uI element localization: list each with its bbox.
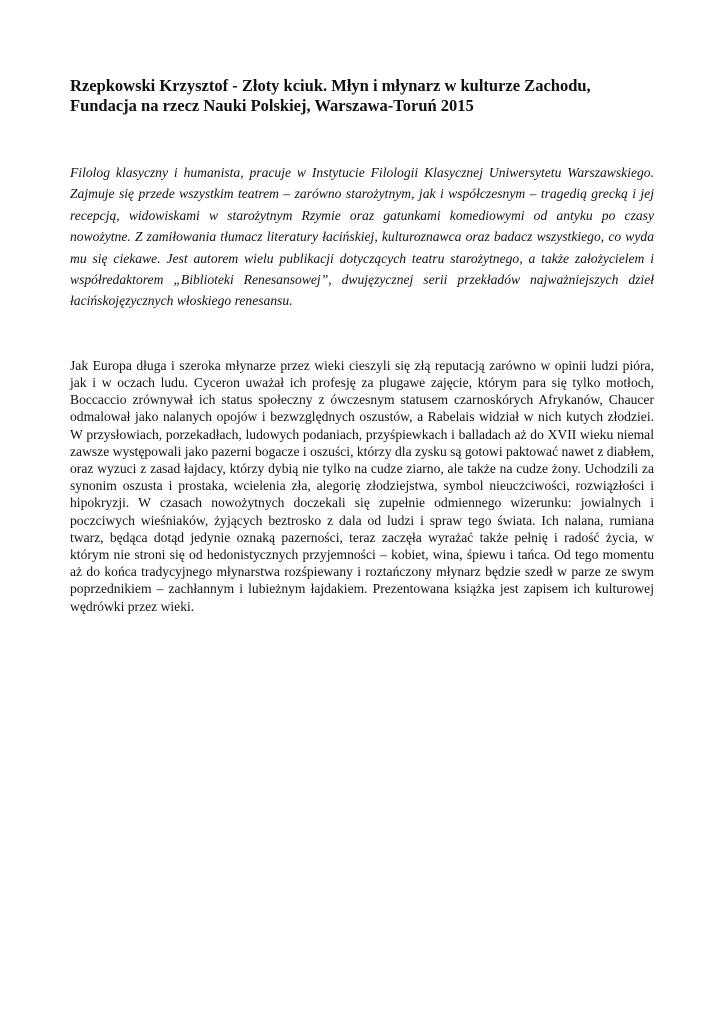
title-line-2: Fundacja na rzecz Nauki Polskiej, Warszawa-Toruń 2015 xyxy=(70,96,474,115)
title-line-1: Rzepkowski Krzysztof - Złoty kciuk. Młyn i młynarz w kulturze Zachodu, xyxy=(70,76,591,95)
book-description-paragraph: Jak Europa długa i szeroka młynarze przez wieki cieszyli się złą reputacją zarówno w opinii ludzi pióra, jak i w oczach ludu. Cyceron uważał ich profesję za plugawe zajęcie, którym para się tylko motłoch, Boccaccio zrównywał ich status społeczny z ówczesnym statusem czarnoskórych Afrykanów, Chaucer odmalował jako nalanych opojów i bezwzględnych oszustów, a Rabelais widział w nich kutych złodziei. W przysłowiach, porzekadłach, ludowych podaniach, przyśpiewkach i balladach aż do XVII wieku niemal zawsze występowali jako pazerni bogacze i oszuści, którzy dla zysku są gotowi paktować nawet z diabłem, oraz wyzuci z zasad łajdacy, którzy dybią nie tylko na cudze ziarno, ale także na cudze żony. Uchodzili za synonim oszusta i prostaka, wcielenia zła, alegorię złodziejstwa, symbol nieuczciwości, rozwiązłości i hipokryzji. W czasach nowożytnych doczekali się zupełnie odmiennego wizerunku: jowialnych i poczciwych wieśniaków, żyjących beztrosko z dala od ludzi i spraw tego świata. Ich nalana, rumiana twarz, będąca dotąd jedynie oznaką pazerności, teraz zaczęła wyrażać także pełnię i radość życia, w którym nie stroni się od hedonistycznych przyjemności – kobiet, wina, śpiewu i tańca. Od tego momentu aż do końca tradycyjnego młynarstwa rozśpiewany i roztańczony młynarz będzie szedł w parze ze swym poprzednikiem – zachłannym i lubieżnym łajdakiem. Prezentowana książka jest zapisem ich kulturowej wędrówki przez wieki. xyxy=(70,357,654,614)
document-page xyxy=(70,76,654,615)
document-title xyxy=(70,76,654,116)
author-bio-paragraph: Filolog klasyczny i humanista, pracuje w Instytucie Filologii Klasycznej Uniwersytetu Warszawskiego. Zajmuje się przede wszystkim teatrem – zarówno starożytnym, jak i współczesnym – tragedią grecką i jej recepcją, widowiskami w starożytnym Rzymie oraz gatunkami komediowymi od antyku po czasy nowożytne. Z zamiłowania tłumacz literatury łacińskiej, kulturoznawca oraz badacz wszystkiego, co wyda mu się ciekawe. Jest autorem wielu publikacji dotyczących teatru starożytnego, a także założycielem i współredaktorem „Biblioteki Renesansowej”, dwujęzycznej serii przekładów najważniejszych dzieł łacińskojęzycznych włoskiego renesansu. xyxy=(70,165,654,309)
